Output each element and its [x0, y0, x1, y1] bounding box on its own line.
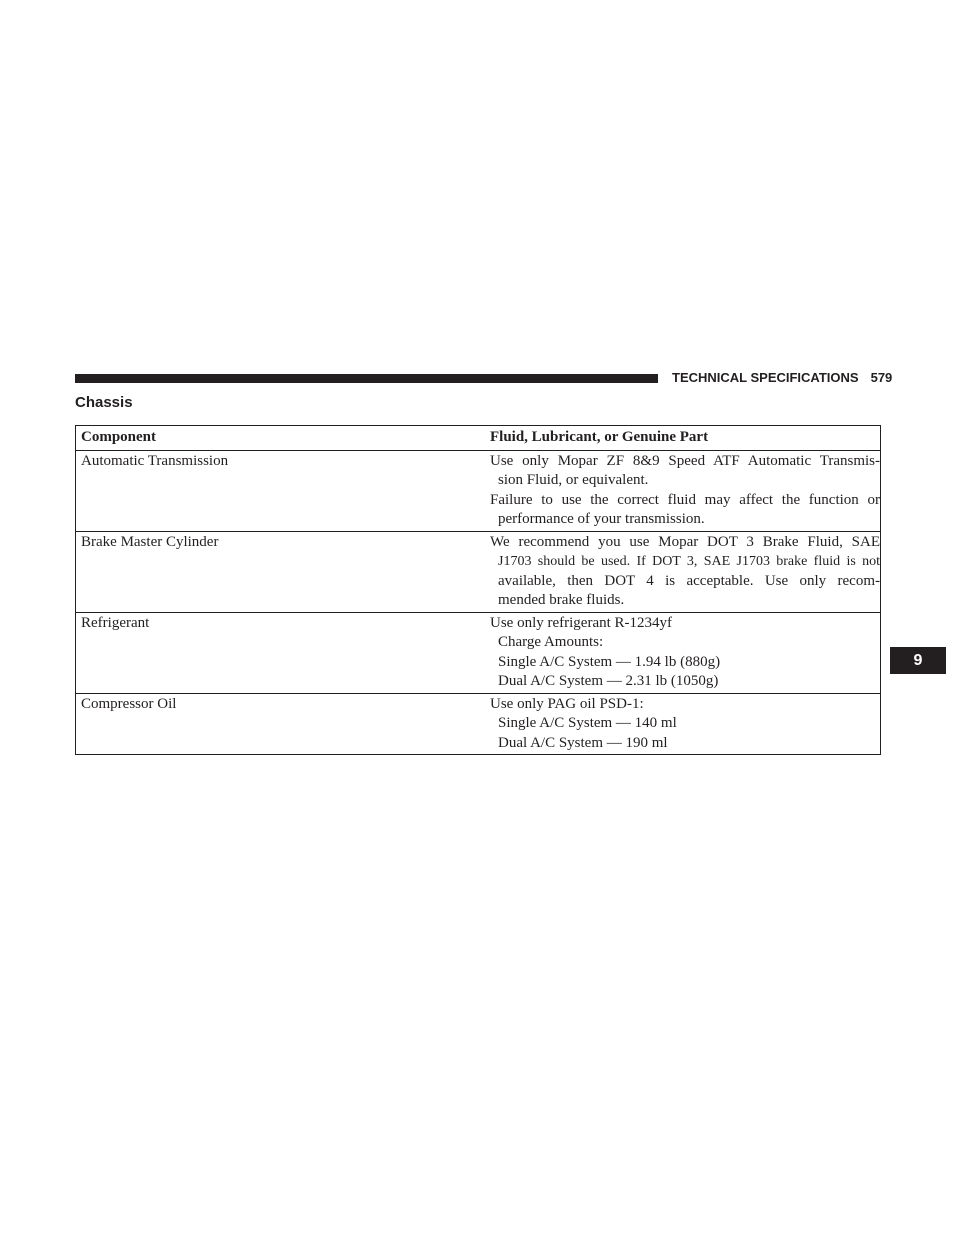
- table-header-row: [76, 426, 881, 451]
- fluid-line: Failure to use the correct fluid may affect the function or: [490, 491, 880, 508]
- fluid-line: available, then DOT 4 is acceptable. Use only recom-: [498, 572, 880, 589]
- table-row: [76, 531, 881, 612]
- fluid-line: Use only refrigerant R-1234yf: [490, 614, 673, 631]
- component-cell: Refrigerant: [76, 612, 486, 693]
- fluid-cell: [485, 612, 881, 693]
- fluid-cell: [485, 531, 881, 612]
- component-cell: Compressor Oil: [76, 693, 486, 755]
- fluid-line: performance of your transmission.: [498, 511, 705, 527]
- component-cell: Automatic Transmission: [76, 450, 486, 531]
- fluid-line: Charge Amounts:: [498, 634, 604, 650]
- fluid-line: Use only Mopar ZF 8&9 Speed ATF Automatic Transmis-: [490, 452, 880, 469]
- header-rule: [75, 374, 658, 383]
- fluid-cell: [485, 450, 881, 531]
- running-header: [672, 369, 892, 387]
- fluid-line: Dual A/C System — 190 ml: [498, 734, 668, 751]
- table-row: [76, 693, 881, 755]
- chapter-tab: 9: [890, 647, 946, 674]
- fluid-line: We recommend you use Mopar DOT 3 Brake Fluid, SAE: [490, 533, 880, 550]
- fluid-line: J1703 should be used. If DOT 3, SAE J1703 brake fluid is not: [498, 554, 880, 569]
- fluid-line: Single A/C System — 140 ml: [498, 715, 677, 731]
- fluid-cell: [485, 693, 881, 755]
- fluid-line: Use only PAG oil PSD-1:: [490, 695, 644, 712]
- table-row: [76, 450, 881, 531]
- page-number: 579: [870, 370, 893, 385]
- column-header-component: Component: [76, 426, 486, 451]
- fluid-line: sion Fluid, or equivalent.: [498, 472, 649, 488]
- table-row: [76, 612, 881, 693]
- chassis-fluids-table: [75, 425, 881, 755]
- component-cell: Brake Master Cylinder: [76, 531, 486, 612]
- header-section-title: TECHNICAL SPECIFICATIONS: [672, 370, 859, 385]
- column-header-fluid: Fluid, Lubricant, or Genuine Part: [485, 426, 881, 451]
- fluid-line: Single A/C System — 1.94 lb (880g): [498, 653, 721, 670]
- fluid-line: mended brake fluids.: [498, 592, 625, 608]
- section-title: Chassis: [75, 394, 133, 411]
- fluid-line: Dual A/C System — 2.31 lb (1050g): [498, 673, 719, 689]
